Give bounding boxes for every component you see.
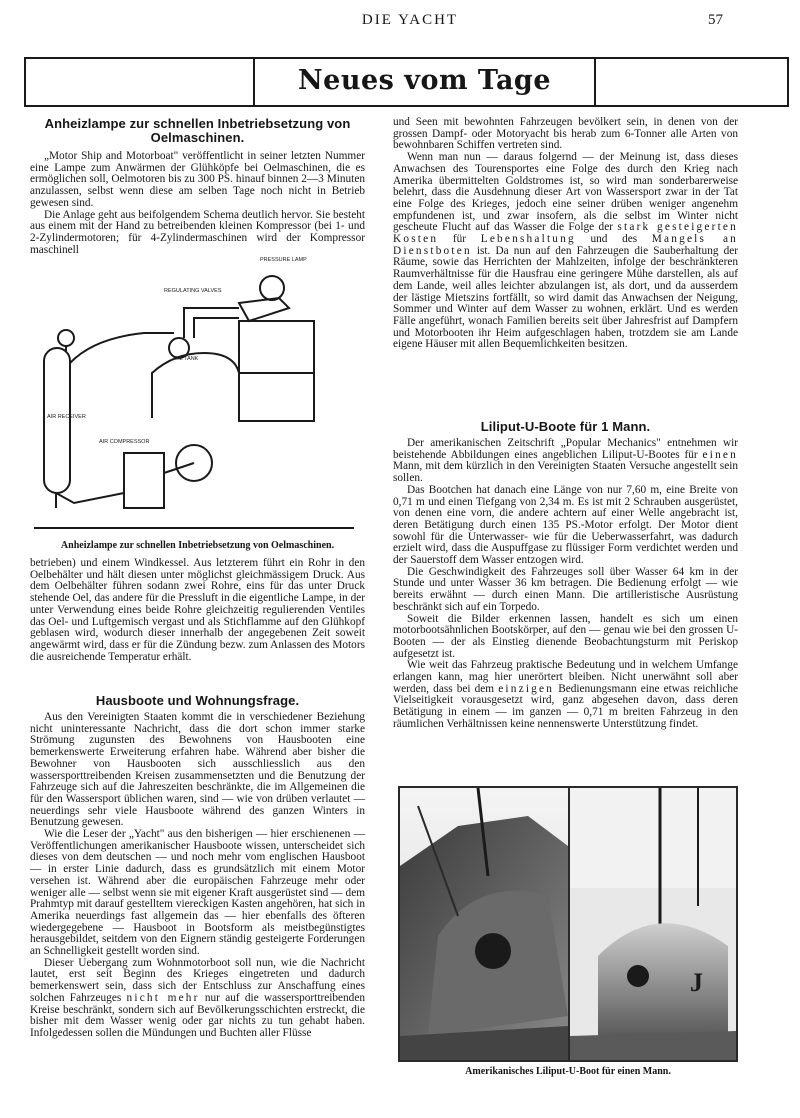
text-run: Mann, mit dem kürzlich in den Vereinigten Staaten Versuche angestellt sein sollen. bbox=[393, 460, 738, 485]
pressure-lamp bbox=[239, 298, 289, 321]
paragraph: und Seen mit bewohnten Fahrzeugen bevölkert sein, in denen von der grossen Dampf- oder Motoryacht bis herab zum 6-Tonner alle Arten von bewohnbaren Schiffen vertreten sind. bbox=[393, 116, 738, 152]
section-title: Neues vom Tage bbox=[298, 65, 551, 96]
submarine-photo bbox=[398, 786, 738, 1062]
label-air-compressor: AIR COMPRESSOR bbox=[99, 439, 150, 445]
hull-marking: J bbox=[690, 968, 703, 997]
article-body-hausboote bbox=[30, 712, 365, 1118]
article-body-liliput bbox=[393, 438, 738, 776]
text-run: nur auf die wassersporttreibenden Kreise beschränkt, sondern sich auf Bevölkerungsschichten erstreckt, die bisher mit dem Wasser wenig oder gar nichts zu tun gehabt haben. Infolgedessen sollen die Mündungen und Buchten aller Flüsse bbox=[30, 991, 365, 1039]
article-hausboote bbox=[30, 694, 365, 1118]
text-run: Wenn man nun — daraus folgernd — der Meinung ist, dass dieses Anwachsen des Tourensportes eine Folge des durch den Krieg nach Amerika übermittelten Goldstromes ist, so wird man sonderbarerweise belehrt, dass die Ausdehnung dieser Art von Wassersport zwar in der Tat eine Folge des Krieges, jedoch eine seiner drüben weniger angenehm empfundenen ist, und zwar insofern, als die selbst im Winter nicht gescheute Flucht auf das Wasser die Folge der bbox=[393, 151, 738, 234]
paragraph bbox=[393, 152, 738, 351]
photo-left bbox=[400, 788, 568, 1060]
label-oil-tank: OIL TANK bbox=[174, 356, 199, 362]
emphasis-run: Mangels an Dienstboten bbox=[393, 233, 739, 257]
text-run: und des bbox=[590, 233, 638, 246]
label-regulating-valves: REGULATING VALVES bbox=[164, 288, 222, 294]
paragraph: Wie die Leser der „Yacht" aus den bisherigen — hier erschienenen — Veröffentlichungen amerikanischer Hausboote wissen, unterscheidet sich dieses von dem deutschen — und noch mehr vom englischen Hausboot — in erster Linie dadurch, dass es grundsätzlich mit einem Motor versehen ist. Während aber die europäischen Fahrzeuge mehr oder weniger alle — selbst wenn sie mit eigener Kraft ausgerüstet sind — dem Prahmtyp mit darauf gestelltem viereckigen Kasten angehören, hat sich in Amerika neuerdings fast allgemein das — hier ebenfalls des öfteren wiedergegebene — Hausboot in Bootsform als meistbegünstigtes herausgebildet, seitdem von den Eignern ständig gesteigerte Forderungen an Schnelligkeit gestellt worden sind. bbox=[30, 828, 365, 958]
running-title: DIE YACHT bbox=[361, 12, 459, 28]
compressor-schema-figure bbox=[34, 243, 354, 533]
paragraph bbox=[393, 660, 738, 730]
paragraph: Das Bootchen hat danach eine Länge von nur 7,60 m, eine Breite von 0,71 m und einen Tiefgang von 2,34 m. Es ist mit 2 Schrauben ausgerüstet, von denen eine vorn, die andere achtern auf einer Welle angebracht ist, deren Betätigung durch einen 135 PS.-Motor erfolgt. Der Motor dient sowohl für die Unterwasser- wie für die Ueberwasserfahrt, was dadurch erzielt wird, dass die Auspuffgase zu flüssiger Form verdichtet werden und der Sauerstoff dem Wasser entzogen wird. bbox=[393, 483, 738, 567]
air-receiver-tank bbox=[44, 348, 70, 493]
photo-caption: Amerikanisches Liliput-U-Boot für einen Mann. bbox=[465, 1066, 671, 1077]
right-column bbox=[393, 117, 738, 776]
emphasis-run: nicht mehr bbox=[126, 991, 200, 1004]
article-heading-liliput: Liliput-U-Boote für 1 Mann. bbox=[480, 419, 651, 434]
air-compressor bbox=[124, 453, 164, 508]
text-run: ist. Da nun auf den Fahrzeugen die Sauberhaltung der Räume, sowie das Herrichten der Mahlzeiten, infolge der beschränkteren Raumverhältnisse für die Hausfrau eine geringere Mühe darstellen, als auf dem Lande, weil alles leichter abzulangen ist, als dort, und da ausserdem der lästige Mietszins fortfällt, so wird damit das Anwachsen der Neigung, Sommer und Winter auf dem Wasser zu wohnen, erklärt. Und es werden Fälle angeführt, wonach Familien bereits seit über Jahresfrist auf Dampfern und Motorbooten ihr Heim aufgeschlagen haben, trotzdem sie am Lande eigene Häuser mit allen Bequemlichkeiten besitzen. bbox=[393, 244, 738, 351]
paragraph: betrieben) und einem Windkessel. Aus letzterem führt ein Rohr in den Oelbehälter und hält diesen unter möglichst gleichmässigem Druck. Aus dem Oelbehälter führen sodann zwei Rohre, eins für das unter Druck stehende Oel, das andere für die Pressluft in die eigentliche Lampe, in der unter Verwendung eines beide Rohre gleichzeitig regulierenden Ventiles das Oel- und Luftgemisch vergast und als Stichflamme auf den Glühkopf geblasen wird, wodurch dieser innerhalb der angegebenen Zeit soweit angewärmt wird, dass er für die Zündung bezw. zum Anlassen des Motors die ausreichende Temperatur erhält. bbox=[30, 557, 365, 663]
article-heading-hausboote: Hausboote und Wohnungsfrage. bbox=[95, 693, 300, 708]
paragraph: Die Geschwindigkeit des Fahrzeuges soll über Wasser 64 km in der Stunde und unter Wasser 36 km betragen. Die Bedienung erfolgt — wie bereits erwähnt — durch einen Mann. Die artilleristische Ausrüstung beschränkt sich auf ein Torpedo. bbox=[393, 565, 738, 613]
compressor-schema-diagram bbox=[34, 243, 354, 533]
paragraph: Soweit die Bilder erkennen lassen, handelt es sich um einen motorbootsähnlichen Bootskörper, auf den — genau wie bei den grossen U-Booten — der als Einstieg dienende Beobachtungsturm mit Periskop aufgesetzt ist. bbox=[393, 612, 738, 660]
text-run: Bedienungsmann eine etwas reichliche Vielseitigkeit vorausgesetzt wird, ganz abgesehen davon, dass deren Betätigung in einem — im ganzen — 0,71 m breiten Fahrzeug in den räumlichen Verhältnissen keine nennenswerte Unterstützung findet. bbox=[393, 682, 739, 730]
article-heading-anheizlampe: Anheizlampe zur schnellen Inbetriebsetzung von Oelmaschinen. bbox=[44, 116, 351, 145]
text-run: Der amerikanischen Zeitschrift „Popular Mechanics" entnehmen wir beistehende Abbildungen eines angeblichen Liliput-U-Bootes für bbox=[393, 437, 738, 461]
running-head bbox=[0, 8, 800, 32]
paragraph bbox=[30, 958, 365, 1040]
paragraph: „Motor Ship and Motorboat" veröffentlicht in seiner letzten Nummer eine Lampe zum Anwärmen der Glühköpfe bei Oelmaschinen, die es ermöglichen soll, Oelmotoren bis zu 300 PS. hinauf binnen 2—3 Minuten anzulassen, selbst wenn diese am selben Tage noch nicht in Betrieb gewesen sind. bbox=[30, 150, 365, 209]
lamp-burner bbox=[260, 276, 284, 300]
text-run: für bbox=[452, 233, 467, 246]
emphasis-run: stark gesteigerten Kosten bbox=[393, 221, 738, 246]
emphasis-run: einzigen bbox=[498, 682, 555, 695]
page-number: 57 bbox=[708, 12, 723, 28]
engine-cylinder bbox=[239, 321, 314, 421]
paragraph bbox=[393, 438, 738, 485]
pressure-gauge bbox=[58, 330, 74, 346]
oil-tank-gauge bbox=[169, 338, 189, 358]
article-body-anheizlampe-continued bbox=[30, 558, 365, 693]
emphasis-run: Lebenshaltung bbox=[480, 233, 576, 246]
article-body-hausboote-continued bbox=[393, 117, 738, 412]
submarine-photo-figure bbox=[398, 786, 738, 1104]
porthole bbox=[475, 933, 511, 969]
porthole bbox=[627, 965, 649, 987]
section-title-box bbox=[24, 57, 789, 107]
text-run: Wie weit das Fahrzeug praktische Bedeutung und in welchem Umfange erlangen kann, mag hier unerörtert bleiben. Nicht unerwähnt soll aber werden, dass bei dem bbox=[393, 659, 738, 695]
schema-figure-caption: Anheizlampe zur schnellen Inbetriebsetzung von Oelmaschinen. bbox=[60, 540, 335, 551]
label-air-receiver: AIR RECEIVER bbox=[47, 414, 86, 420]
label-pressure-lamp: PRESSURE LAMP bbox=[260, 257, 307, 263]
emphasis-run: einen bbox=[702, 448, 738, 461]
article-body-anheizlampe bbox=[30, 150, 365, 256]
title-box-divider bbox=[594, 59, 596, 105]
photo-right bbox=[570, 788, 736, 1060]
oil-tank bbox=[152, 353, 239, 418]
paragraph: Aus den Vereinigten Staaten kommt die in verschiedener Beziehung nicht uninteressante Nachricht, dass die dort schon immer starke Strömung zugunsten des Bewohnens von Hausbooten eine bemerkenswerte Erweiterung erfahren habe. Während aber bisher die Bewohner von Hausbooten sich ausschliesslich aus den wassersporttreibenden Kreisen zusammensetzten und die Benutzung der Fahrzeuge sich auf die Jahreszeiten beschränkte, die im Allgemeinen die für den Wassersport üblichen waren, sind — wie von drüben verlautet — neuerdings sehr viele Hausboote während des ganzen Winters in Benutzung gewesen. bbox=[30, 711, 365, 829]
text-run: Dieser Uebergang zum Wohnmotorboot soll nun, wie die Nachricht lautet, erst seit Beginn des Krieges eingetreten und dadurch bemerkenswert sein, dass sich der Entschluss zur Anschaffung eines solchen Fahrzeuges bbox=[30, 956, 365, 1004]
paragraph: Die Anlage geht aus beifolgendem Schema deutlich hervor. Sie besteht aus einem mit der Hand zu betreibenden kleinen Kompressor (bei 1- und 2-Zylindermotoren; für 4-Zylindermaschinen wird der Kompressor maschinell bbox=[30, 208, 365, 256]
left-column bbox=[30, 116, 365, 256]
